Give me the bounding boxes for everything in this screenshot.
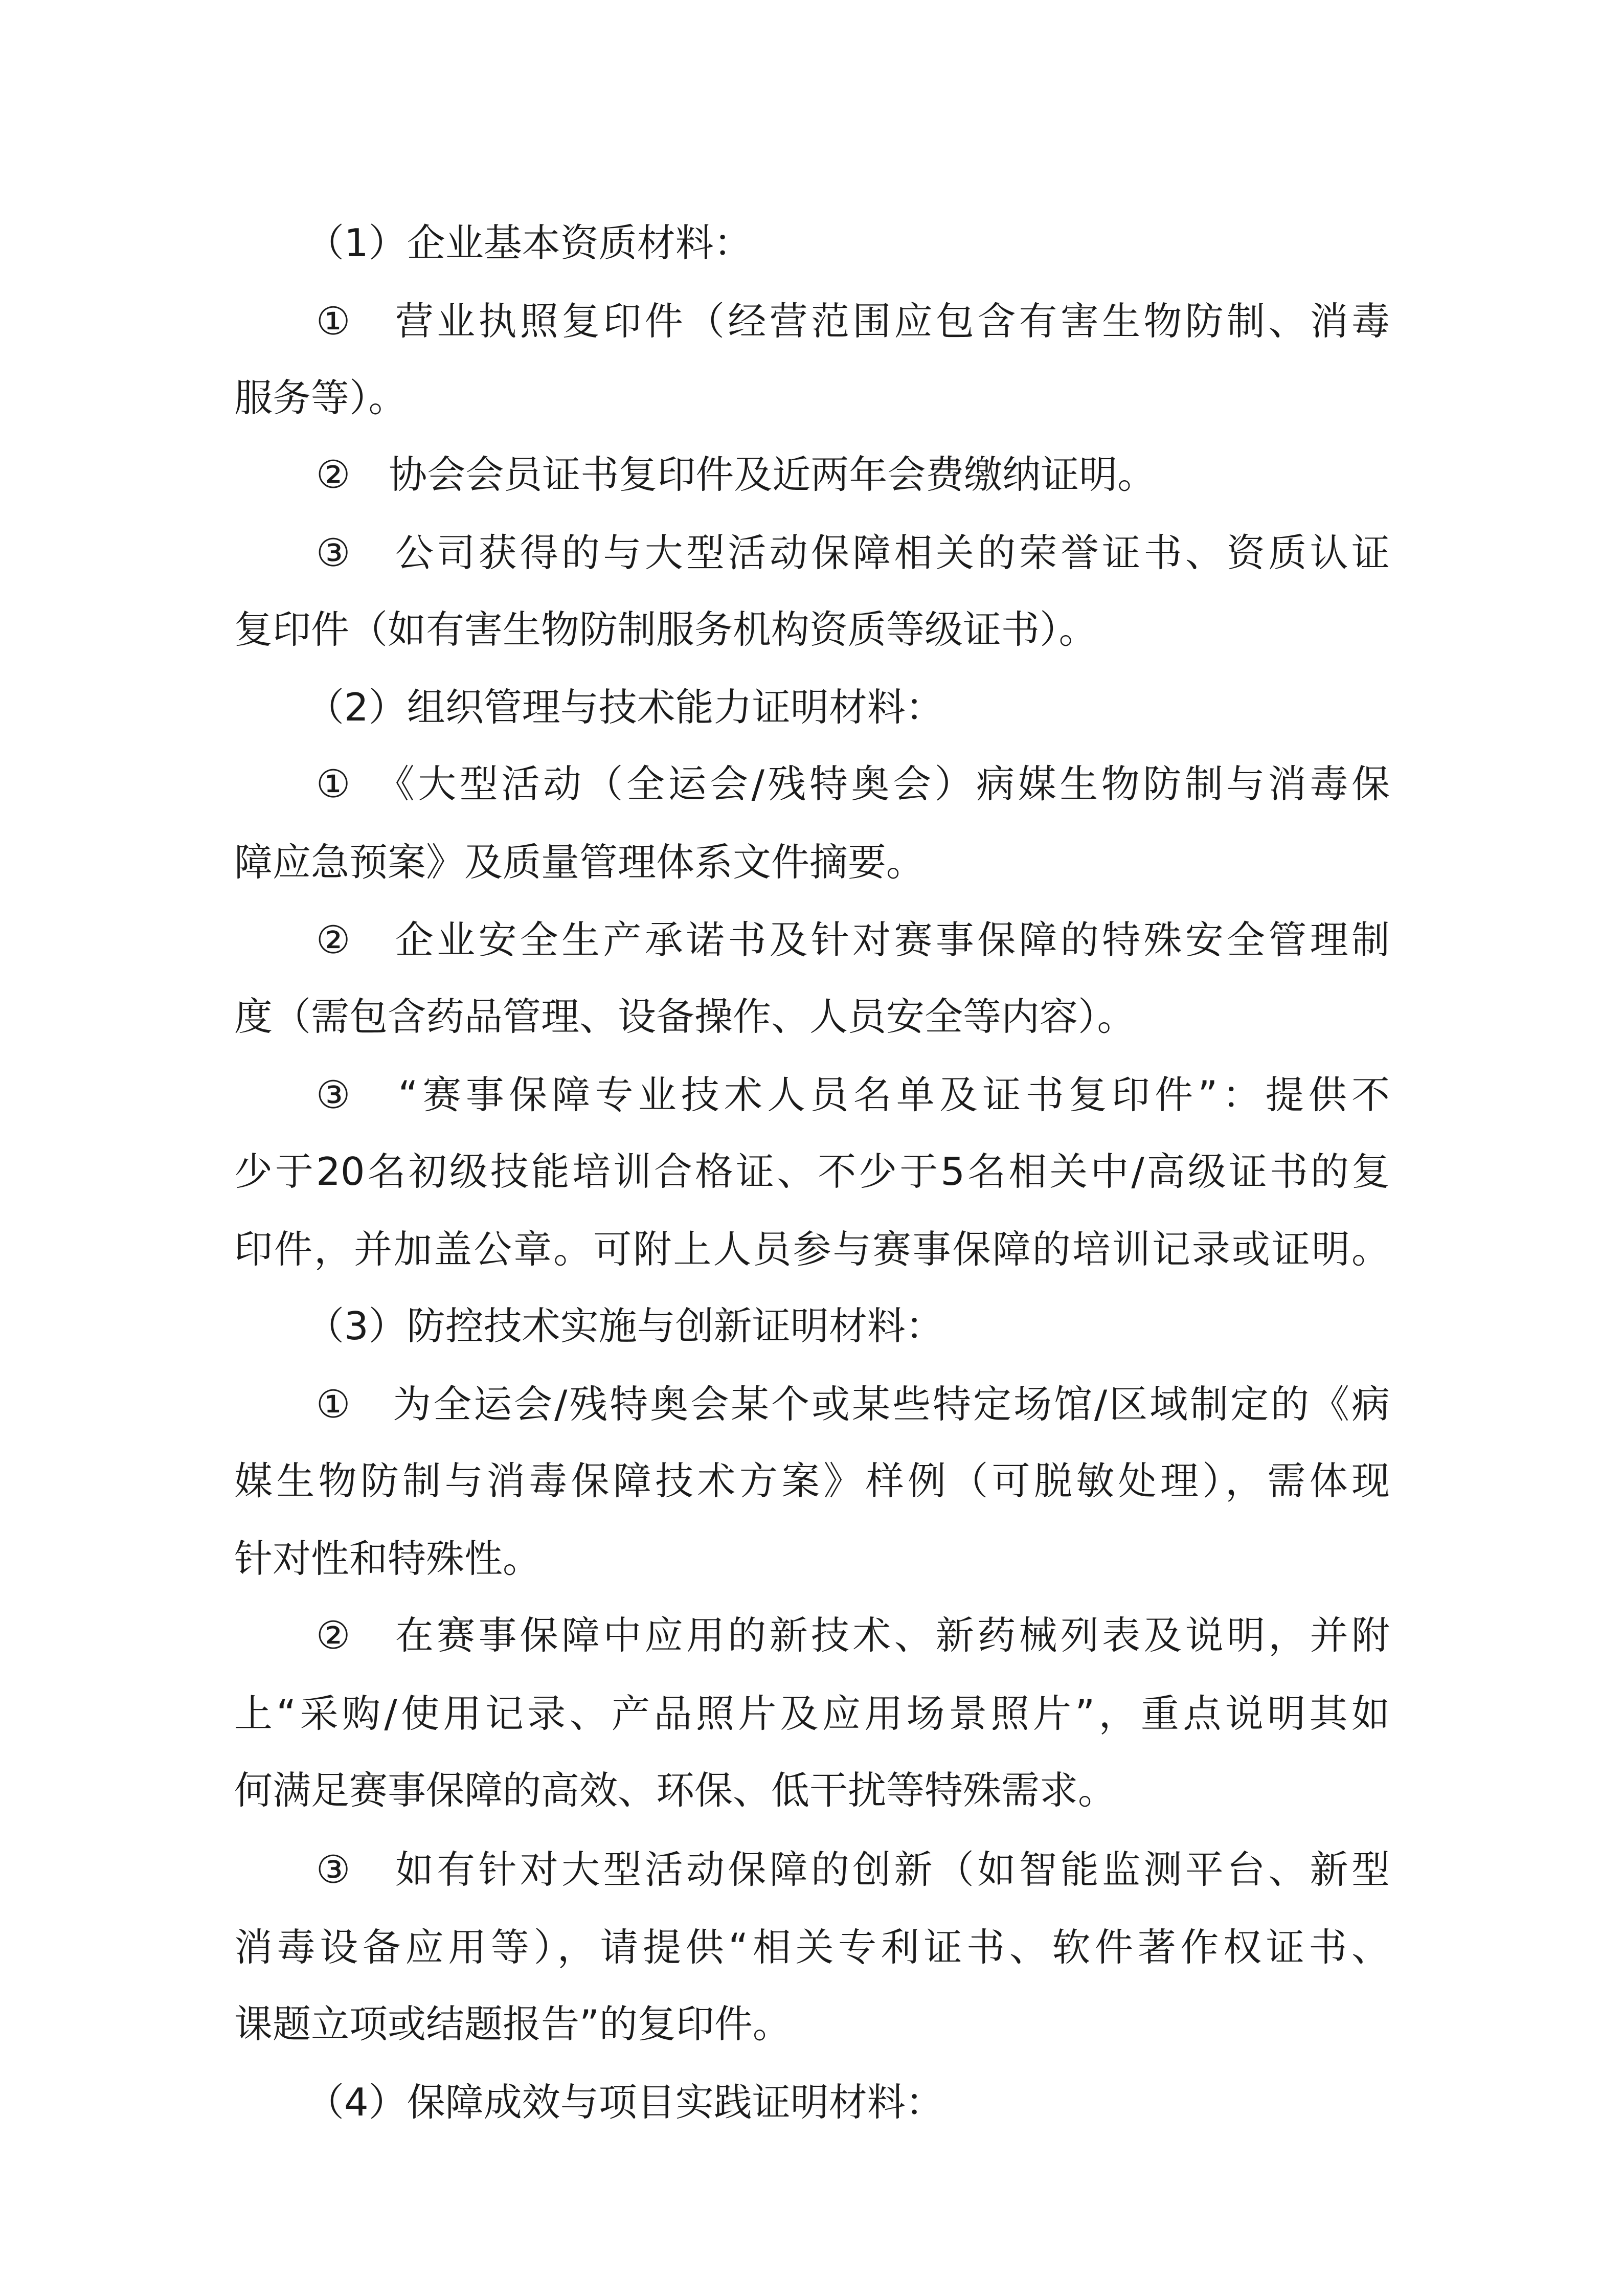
paragraph-line: 消毒设备应用等），请提供“相关专利证书、软件著作权证书、 (234, 1925, 1390, 1970)
paragraph-line: 何满足赛事保障的高效、环保、低干扰等特殊需求。 (234, 1768, 1117, 1813)
section-heading-4: （4）保障成效与项目实践证明材料： (306, 2080, 944, 2125)
paragraph-line: ③ “赛事保障专业技术人员名单及证书复印件”：提供不 (316, 1072, 1390, 1117)
paragraph-line: 印件，并加盖公章。可附上人员参与赛事保障的培训记录或证明。 (234, 1227, 1390, 1272)
paragraph-line: 少于20名初级技能培训合格证、不少于5名相关中/高级证书的复 (234, 1149, 1390, 1194)
paragraph-line: ① 《大型活动（全运会/残特奥会）病媒生物防制与消毒保 (316, 761, 1390, 806)
paragraph-line: 上“采购/使用记录、产品照片及应用场景照片”，重点说明其如 (234, 1691, 1390, 1736)
paragraph-line: 障应急预案》及质量管理体系文件摘要。 (234, 840, 925, 885)
paragraph-line: ② 在赛事保障中应用的新技术、新药械列表及说明，并附 (316, 1613, 1390, 1658)
paragraph-line: ② 企业安全生产承诺书及针对赛事保障的特殊安全管理制 (316, 917, 1390, 962)
paragraph-line: 课题立项或结题报告”的复印件。 (234, 2001, 791, 2046)
paragraph-line: 复印件（如有害生物防制服务机构资质等级证书）。 (234, 607, 1097, 652)
paragraph-line: ① 营业执照复印件（经营范围应包含有害生物防制、消毒 (316, 299, 1390, 344)
section-heading-2: （2）组织管理与技术能力证明材料： (306, 685, 944, 730)
paragraph-line: ② 协会会员证书复印件及近两年会费缴纳证明。 (316, 452, 1156, 497)
paragraph-line: 针对性和特殊性。 (234, 1536, 542, 1581)
paragraph-line: ③ 公司获得的与大型活动保障相关的荣誉证书、资质认证 (316, 530, 1390, 575)
paragraph-line: 媒生物防制与消毒保障技术方案》样例（可脱敏处理），需体现 (234, 1458, 1390, 1503)
paragraph-line: ① 为全运会/残特奥会某个或某些特定场馆/区域制定的《病 (316, 1382, 1390, 1427)
section-heading-1: （1）企业基本资质材料： (306, 220, 752, 265)
section-heading-3: （3）防控技术实施与创新证明材料： (306, 1303, 944, 1348)
paragraph-line: 服务等）。 (234, 375, 407, 420)
paragraph-line: ③ 如有针对大型活动保障的创新（如智能监测平台、新型 (316, 1847, 1390, 1892)
paragraph-line: 度（需包含药品管理、设备操作、人员安全等内容）。 (234, 994, 1136, 1039)
